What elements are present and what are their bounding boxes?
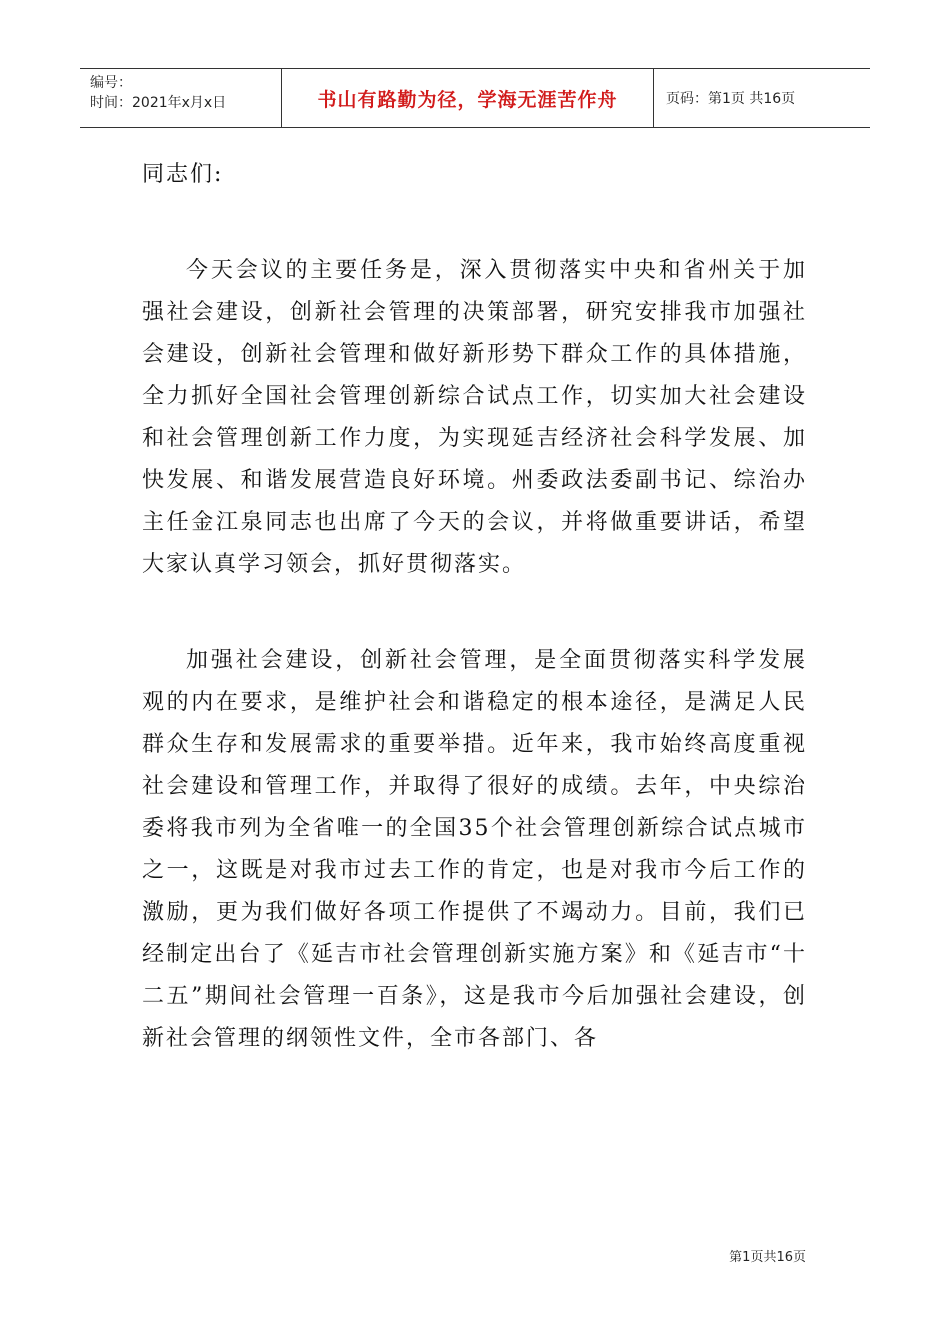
page-footer: 第1页共16页 xyxy=(729,1250,806,1265)
header-page-info: 页码：第1页 共16页 xyxy=(666,91,796,107)
greeting: 同志们: xyxy=(142,162,224,187)
document-number-label: 编号： xyxy=(90,75,132,91)
document-body xyxy=(142,154,807,1114)
header-motto: 书山有路勤为径，学海无涯苦作舟 xyxy=(282,69,654,127)
paragraph-1: 今天会议的主要任务是，深入贯彻落实中央和省州关于加强社会建设，创新社会管理的决策部署，研究安排我市加强社会建设，创新社会管理和做好新形势下群众工作的具体措施，全力抓好全国社会管理创新综合试点工作，切实加大社会建设和社会管理创新工作力度，为实现延吉经济社会科学发展、加快发展、和谐发展营造良好环境。州委政法委副书记、综治办主任金江泉同志也出席了今天的会议，并将做重要讲话，希望大家认真学习领会，抓好贯彻落实。 xyxy=(142,258,807,577)
page-header xyxy=(80,68,870,128)
header-meta xyxy=(80,69,282,127)
document-time-label: 时间：2021年x月x日 xyxy=(90,95,227,111)
paragraph-2: 加强社会建设，创新社会管理，是全面贯彻落实科学发展观的内在要求，是维护社会和谐稳定的根本途径，是满足人民群众生存和发展需求的重要举措。近年来，我市始终高度重视社会建设和管理工作，并取得了很好的成绩。去年，中央综治委将我市列为全省唯一的全国35个社会管理创新综合试点城市之一，这既是对我市过去工作的肯定，也是对我市今后工作的激励，更为我们做好各项工作提供了不竭动力。目前，我们已经制定出台了《延吉市社会管理创新实施方案》和《延吉市“十二五”期间社会管理一百条》，这是我市今后加强社会建设，创新社会管理的纲领性文件，全市各部门、各 xyxy=(142,648,807,1051)
